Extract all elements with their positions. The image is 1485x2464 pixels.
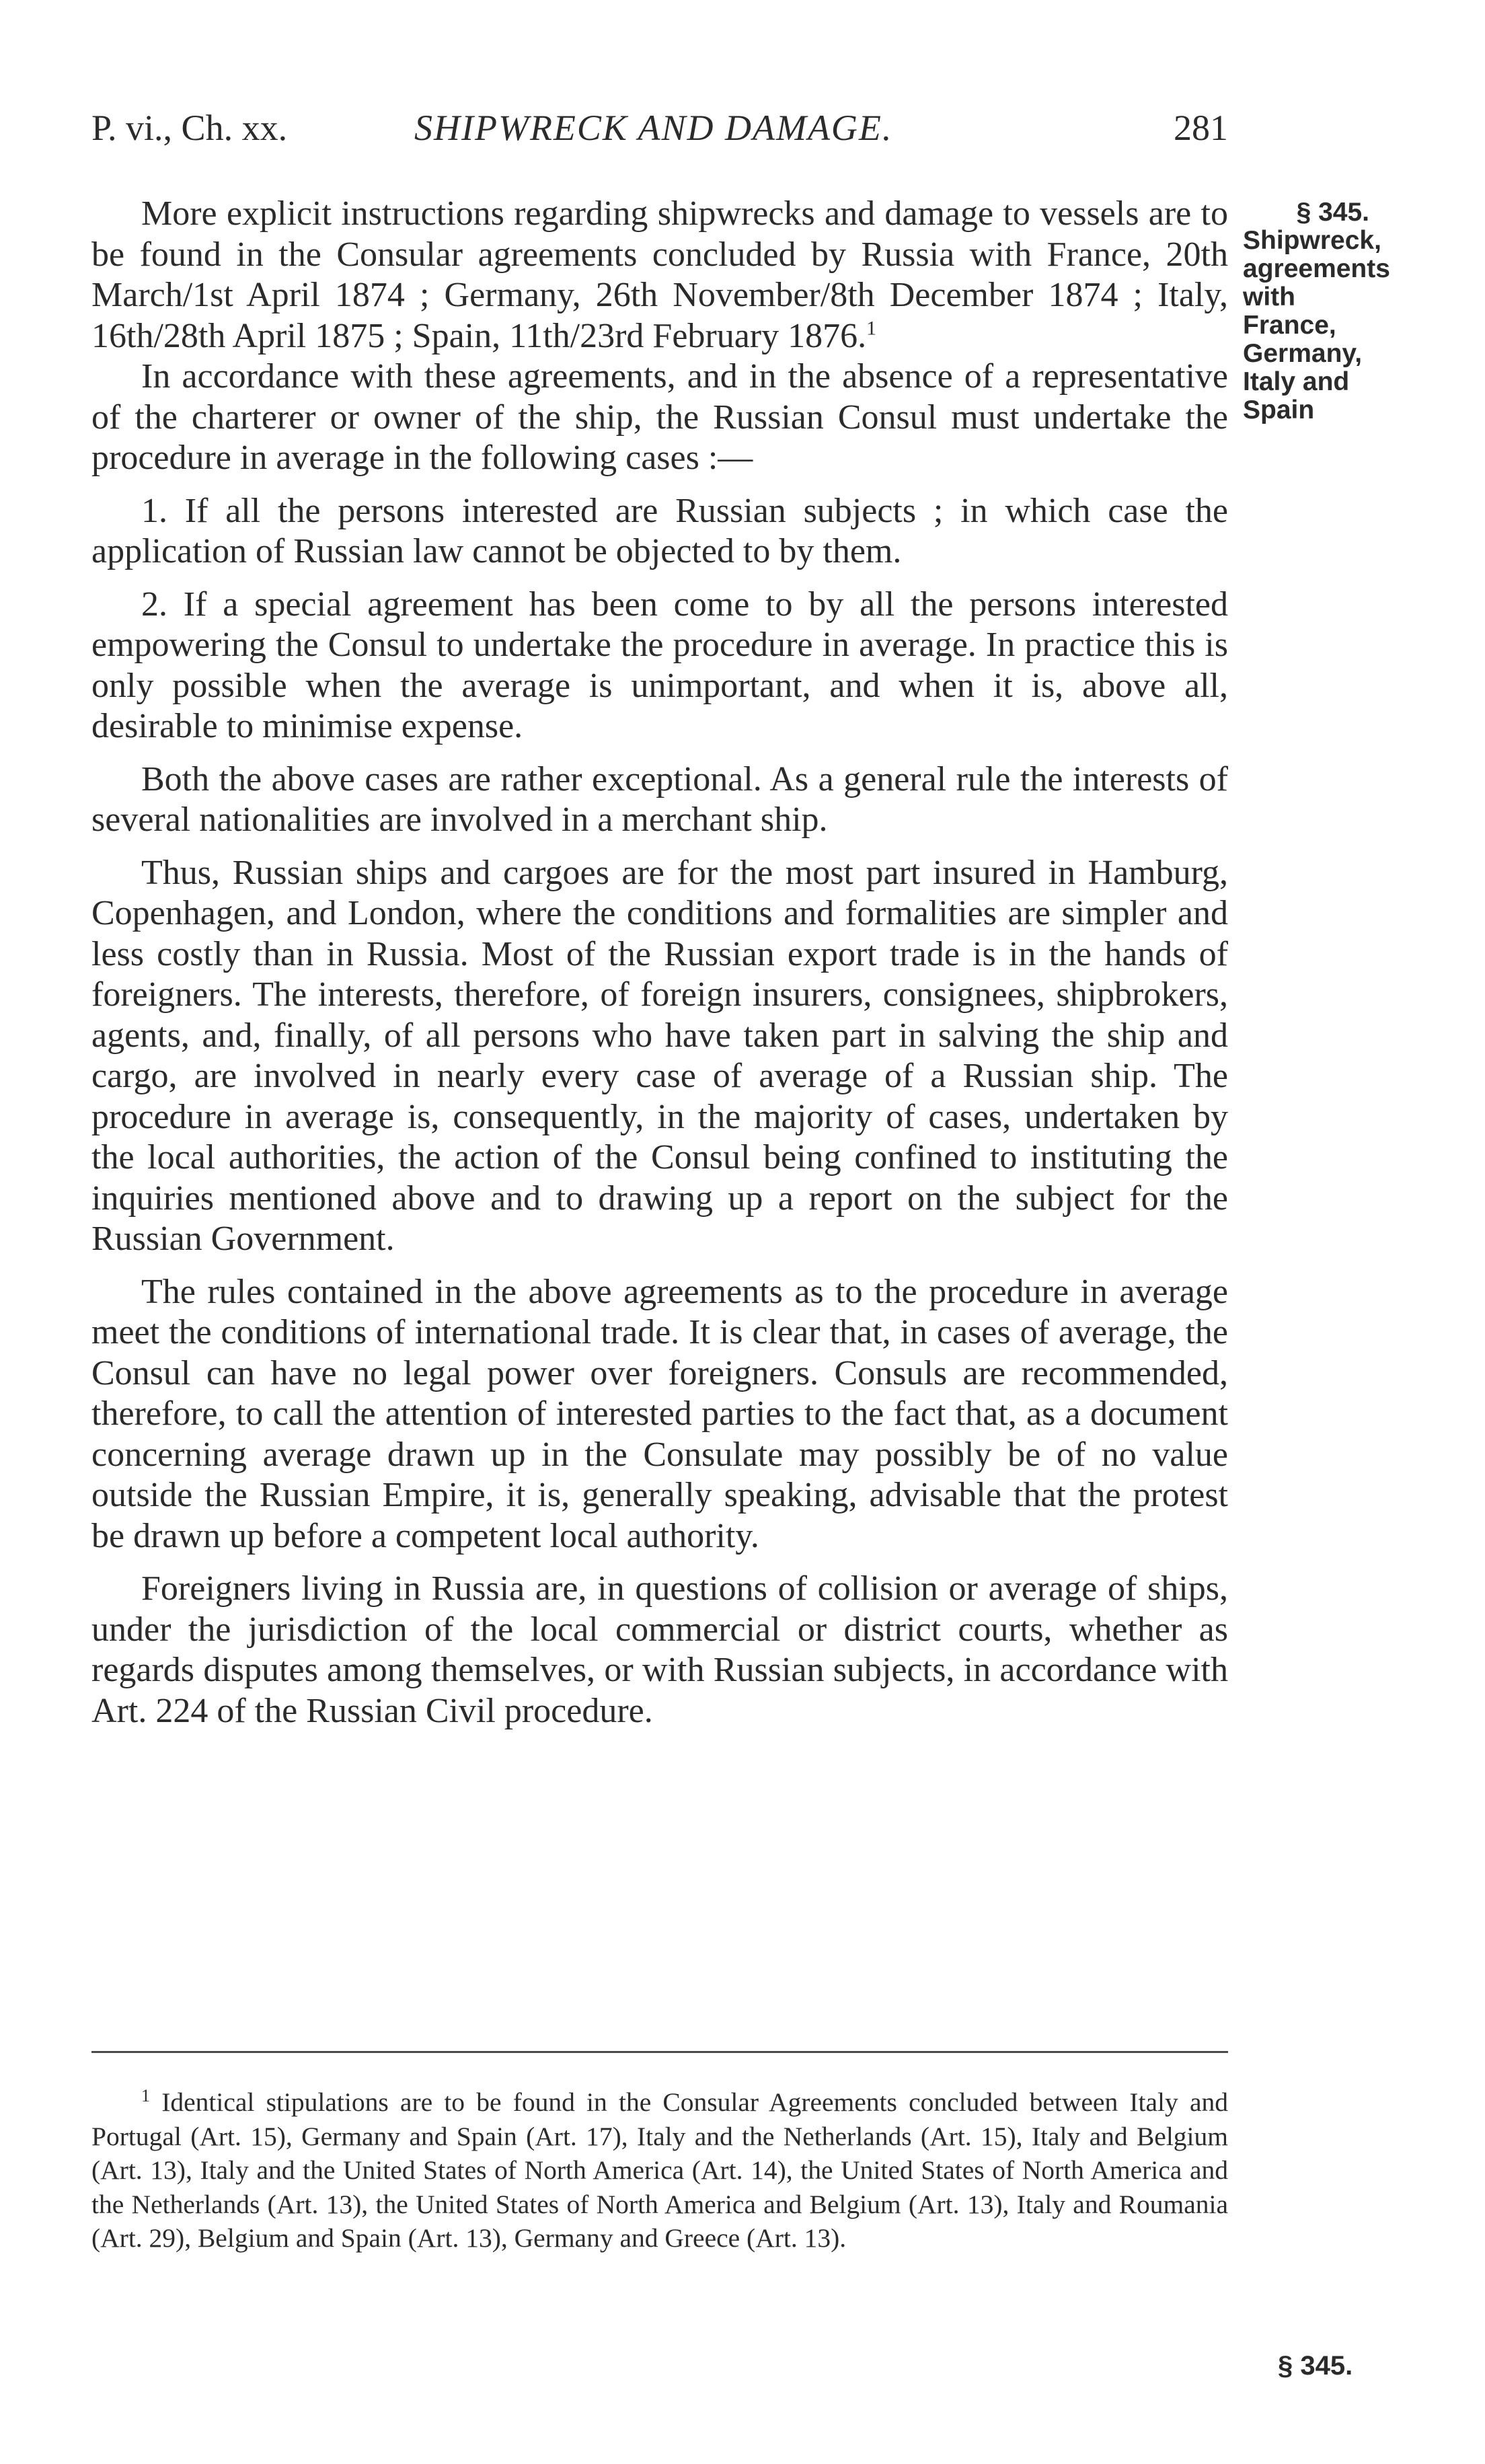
margin-note-line: with xyxy=(1243,283,1295,311)
footnote-paragraph xyxy=(91,2085,1228,2255)
bottom-section-mark: § 345. xyxy=(1278,2351,1353,2381)
margin-note-line: France, xyxy=(1243,311,1336,340)
part-chapter-label: P. vi., Ch. xx. xyxy=(91,108,288,148)
paragraph: The rules contained in the above agreements as to the procedure in average meet the conditions of international trade. It is clear that, in cases of average, the Consul can have no legal power over foreigners. Consuls are recommended, therefore, to call the attention of interested parties to the fact that, as a document concerning average drawn up in the Consulate may possibly be of no value outside the Russian Empire, it is, generally speaking, advisable that the protest be drawn up before a competent local authority. xyxy=(91,1272,1228,1555)
margin-note xyxy=(1243,198,1472,424)
list-item: 2. If a special agreement has been come to by all the persons interested empowering the Consul to undertake the procedure in average. In practice this is only possible when the average is unimportant, and when it is, above all, desirable to minimise expense. xyxy=(91,585,1228,745)
margin-note-line: Spain xyxy=(1243,396,1315,424)
running-header xyxy=(91,101,1228,155)
margin-note-line: agreements xyxy=(1243,254,1390,283)
footnote-marker: 1 xyxy=(141,2085,150,2105)
paragraph: Foreigners living in Russia are, in questions of collision or average of ships, under the jurisdiction of the local commercial or district courts, whether as regards disputes among themselves, or with Russian subjects, in accordance with Art. 224 of the Russian Civil procedure. xyxy=(91,1569,1228,1730)
footnote xyxy=(91,2085,1228,2255)
list-item: 1. If all the persons interested are Russian subjects ; in which case the application of Russian law cannot be objected to by them. xyxy=(91,491,1228,570)
footnote-divider xyxy=(91,2051,1228,2053)
margin-note-line: Germany, xyxy=(1243,339,1363,368)
margin-section-number: § 345. xyxy=(1296,198,1369,227)
margin-note-line: Italy and xyxy=(1243,367,1350,396)
paragraph xyxy=(91,194,1228,357)
main-text xyxy=(91,194,1228,1731)
footnote-text: Identical stipulations are to be found in the Consular Agreements concluded between Italy and Portugal (Art. 15), Germany and Spain (Art. 17), Italy and the Netherlands (Art. 15), Italy and Belgium (Art. 13), Italy and the United States of North America (Art. 14), the United States of North America and the Netherlands (Art. 13), the United States of North America and Belgium (Art. 13), Italy and Roumania (Art. 29), Belgium and Spain (Art. 13), Germany and Greece (Art. 13). xyxy=(91,2087,1229,2253)
running-title: SHIPWRECK AND DAMAGE. xyxy=(414,108,893,148)
paragraph: In accordance with these agreements, and in the absence of a representative of the charterer or owner of the ship, the Russian Consul must undertake the procedure in average in the following cases :— xyxy=(91,357,1228,477)
footnote-reference: 1 xyxy=(866,317,877,340)
margin-note-line: Shipwreck, xyxy=(1243,226,1381,255)
paragraph: Both the above cases are rather exceptional. As a general rule the interests of several nationalities are involved in a merchant ship. xyxy=(91,759,1228,839)
paragraph-text: More explicit instructions regarding shipwrecks and damage to vessels are to be found in the Consular agreements concluded by Russia with France, 20th March/1st April 1874 ; Germany, 26th November/8th December 1874 ; Italy, 16th/28th April 1875 ; Spain, 11th/23rd February 1876. xyxy=(91,194,1228,355)
page-number: 281 xyxy=(1174,108,1228,148)
paragraph: Thus, Russian ships and cargoes are for the most part insured in Hamburg, Copenhagen, and London, where the conditions and formalities are simpler and less costly than in Russia. Most of the Russian export trade is in the hands of foreigners. The interests, therefore, of foreign insurers, consignees, shipbrokers, agents, and, finally, of all persons who have taken part in salving the ship and cargo, are involved in nearly every case of average of a Russian ship. The procedure in average is, consequently, in the majority of cases, undertaken by the local authorities, the action of the Consul being confined to instituting the inquiries mentioned above and to drawing up a report on the subject for the Russian Government. xyxy=(91,853,1228,1258)
